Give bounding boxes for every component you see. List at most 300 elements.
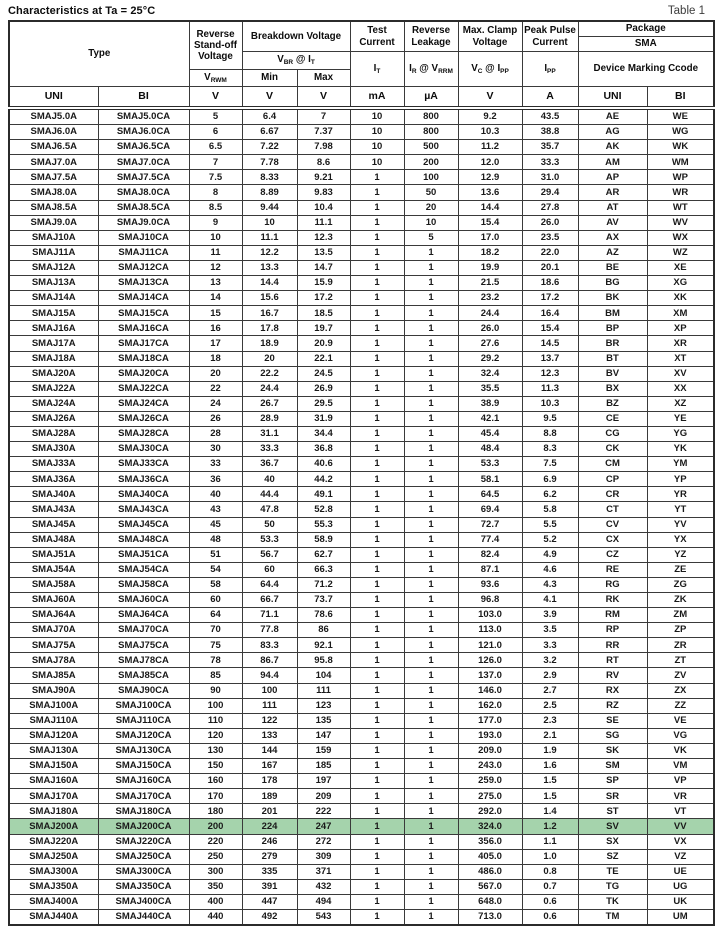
table-cell: 11.1 (242, 230, 297, 245)
table-cell: CV (578, 517, 647, 532)
table-row (9, 321, 714, 336)
table-cell: 8.33 (242, 170, 297, 185)
table-cell: SMAJ75CA (98, 638, 189, 653)
table-cell: 26.9 (297, 381, 350, 396)
table-row (9, 789, 714, 804)
table-row (9, 743, 714, 758)
table-cell: 1 (350, 532, 404, 547)
table-cell: 543 (297, 909, 350, 925)
table-cell: 20.9 (297, 336, 350, 351)
table-cell: 10 (189, 230, 242, 245)
table-cell: WZ (647, 245, 714, 260)
table-cell: 1 (404, 789, 458, 804)
table-cell: 34.4 (297, 426, 350, 441)
table-cell: 1 (404, 713, 458, 728)
table-cell: 14.4 (242, 276, 297, 291)
table-cell: 77.4 (458, 532, 522, 547)
table-cell: XZ (647, 396, 714, 411)
table-cell: XK (647, 291, 714, 306)
table-cell: 1 (350, 396, 404, 411)
table-cell: SMAJ43CA (98, 502, 189, 517)
table-cell: 36.7 (242, 457, 297, 472)
table-cell: 30 (189, 442, 242, 457)
table-cell: 93.6 (458, 577, 522, 592)
table-cell: 10 (350, 125, 404, 140)
table-cell: WT (647, 200, 714, 215)
table-cell: RM (578, 608, 647, 623)
table-cell: 447 (242, 894, 297, 909)
table-cell: AM (578, 155, 647, 170)
table-cell: SMAJ26A (9, 411, 98, 426)
table-cell: TK (578, 894, 647, 909)
table-cell: XP (647, 321, 714, 336)
table-cell: 22 (189, 381, 242, 396)
table-cell: 36 (189, 472, 242, 487)
table-cell: SMAJ22A (9, 381, 98, 396)
table-cell: SMAJ400CA (98, 894, 189, 909)
table-cell: ZM (647, 608, 714, 623)
table-cell: 170 (189, 789, 242, 804)
table-cell: 146.0 (458, 683, 522, 698)
table-cell: 51 (189, 547, 242, 562)
table-row (9, 849, 714, 864)
table-cell: 14 (189, 291, 242, 306)
table-cell: 35.7 (522, 140, 578, 155)
table-cell: 1 (350, 457, 404, 472)
table-cell: SMAJ100A (9, 698, 98, 713)
table-cell: 7.37 (297, 125, 350, 140)
table-cell: ZT (647, 653, 714, 668)
table-cell: 85 (189, 668, 242, 683)
table-cell: 324.0 (458, 819, 522, 834)
table-cell: 1.2 (522, 819, 578, 834)
table-cell: 492 (242, 909, 297, 925)
table-row (9, 577, 714, 592)
table-row (9, 200, 714, 215)
table-cell: 11.3 (522, 381, 578, 396)
table-cell: 5 (404, 230, 458, 245)
table-cell: 1 (404, 276, 458, 291)
table-row (9, 698, 714, 713)
table-cell: 12.3 (297, 230, 350, 245)
table-cell: SMAJ12A (9, 260, 98, 275)
table-cell: 201 (242, 804, 297, 819)
table-cell: 1 (404, 366, 458, 381)
table-cell: 64 (189, 608, 242, 623)
table-cell: RP (578, 623, 647, 638)
table-cell: SMAJ130CA (98, 743, 189, 758)
table-cell: RV (578, 668, 647, 683)
table-cell: YT (647, 502, 714, 517)
table-cell: 60 (242, 562, 297, 577)
table-cell: 259.0 (458, 774, 522, 789)
table-cell: 86.7 (242, 653, 297, 668)
table-cell: SMAJ54CA (98, 562, 189, 577)
table-cell: 66.7 (242, 593, 297, 608)
table-cell: 7 (297, 108, 350, 125)
table-cell: 26.7 (242, 396, 297, 411)
table-row (9, 608, 714, 623)
table-cell: XT (647, 351, 714, 366)
table-cell: 31.9 (297, 411, 350, 426)
table-cell: 77.8 (242, 623, 297, 638)
table-cell: SMAJ5.0A (9, 108, 98, 125)
table-cell: 440 (189, 909, 242, 925)
table-cell: 1 (404, 381, 458, 396)
table-cell: 1 (350, 683, 404, 698)
table-cell: SV (578, 819, 647, 834)
table-row (9, 230, 714, 245)
table-cell: 122 (242, 713, 297, 728)
table-cell: 49.1 (297, 487, 350, 502)
table-cell: 1 (350, 487, 404, 502)
table-cell: XX (647, 381, 714, 396)
table-cell: 1 (350, 743, 404, 758)
table-cell: WV (647, 215, 714, 230)
table-header (9, 21, 714, 108)
table-cell: SMAJ64CA (98, 608, 189, 623)
table-cell: SMAJ90CA (98, 683, 189, 698)
table-cell: 19.7 (297, 321, 350, 336)
table-cell: 28.9 (242, 411, 297, 426)
table-cell: 62.7 (297, 547, 350, 562)
table-cell: SMAJ36CA (98, 472, 189, 487)
table-cell: 494 (297, 894, 350, 909)
table-cell: VP (647, 774, 714, 789)
table-cell: 1 (404, 291, 458, 306)
table-cell: 26.0 (522, 215, 578, 230)
table-row (9, 185, 714, 200)
table-cell: 1 (404, 638, 458, 653)
table-cell: AE (578, 108, 647, 125)
table-cell: 1 (404, 321, 458, 336)
table-cell: SMAJ45CA (98, 517, 189, 532)
table-cell: 0.6 (522, 894, 578, 909)
table-cell: 113.0 (458, 623, 522, 638)
table-cell: 1 (350, 623, 404, 638)
table-cell: 22.1 (297, 351, 350, 366)
table-cell: 1 (350, 713, 404, 728)
table-cell: 1 (404, 577, 458, 592)
table-cell: 12.3 (522, 366, 578, 381)
table-cell: VM (647, 759, 714, 774)
table-cell: 26.0 (458, 321, 522, 336)
table-cell: 72.7 (458, 517, 522, 532)
table-cell: 9.5 (522, 411, 578, 426)
table-cell: 78.6 (297, 608, 350, 623)
table-cell: 1 (350, 426, 404, 441)
table-row (9, 215, 714, 230)
table-cell: SMAJ28CA (98, 426, 189, 441)
table-cell: SMAJ18CA (98, 351, 189, 366)
table-cell: 50 (242, 517, 297, 532)
table-cell: TE (578, 864, 647, 879)
table-cell: 7 (189, 155, 242, 170)
table-cell: 1.4 (522, 804, 578, 819)
table-number-label: Table 1 (667, 5, 705, 17)
table-cell: 350 (189, 879, 242, 894)
table-cell: SMAJ110CA (98, 713, 189, 728)
table-row (9, 879, 714, 894)
table-cell: 70 (189, 623, 242, 638)
table-cell: 20.1 (522, 260, 578, 275)
table-cell: 500 (404, 140, 458, 155)
table-cell: 247 (297, 819, 350, 834)
table-cell: 18.9 (242, 336, 297, 351)
table-cell: CP (578, 472, 647, 487)
table-cell: 1 (404, 804, 458, 819)
table-cell: 1.5 (522, 774, 578, 789)
table-cell: 335 (242, 864, 297, 879)
header-marking-bi: BI (647, 87, 714, 109)
table-cell: 0.8 (522, 864, 578, 879)
table-cell: SMAJ58A (9, 577, 98, 592)
table-cell: 200 (189, 819, 242, 834)
table-cell: SMAJ43A (9, 502, 98, 517)
table-row (9, 532, 714, 547)
table-cell: 24.4 (242, 381, 297, 396)
table-cell: 22.2 (242, 366, 297, 381)
table-cell: 7.98 (297, 140, 350, 155)
table-cell: 300 (189, 864, 242, 879)
table-cell: 33.3 (522, 155, 578, 170)
table-cell: SMAJ100CA (98, 698, 189, 713)
table-cell: 33 (189, 457, 242, 472)
table-cell: 279 (242, 849, 297, 864)
table-cell: WG (647, 125, 714, 140)
table-cell: 1 (404, 517, 458, 532)
table-cell: SMAJ120A (9, 728, 98, 743)
table-cell: ZV (647, 668, 714, 683)
table-cell: 12 (189, 260, 242, 275)
table-cell: SMAJ51A (9, 547, 98, 562)
table-cell: SMAJ20A (9, 366, 98, 381)
table-cell: 35.5 (458, 381, 522, 396)
table-cell: 432 (297, 879, 350, 894)
table-cell: RX (578, 683, 647, 698)
table-cell: SMAJ6.5A (9, 140, 98, 155)
table-cell: YX (647, 532, 714, 547)
table-cell: 243.0 (458, 759, 522, 774)
table-cell: 1 (350, 321, 404, 336)
table-cell: YV (647, 517, 714, 532)
table-cell: AG (578, 125, 647, 140)
table-cell: 43.5 (522, 108, 578, 125)
table-cell: SMAJ8.5CA (98, 200, 189, 215)
table-cell: SR (578, 789, 647, 804)
header-reverse-standoff-voltage: Reverse Stand-off Voltage (189, 21, 242, 70)
table-cell: 1 (404, 743, 458, 758)
table-cell: 1 (350, 593, 404, 608)
table-cell: BG (578, 276, 647, 291)
table-cell: 14.5 (522, 336, 578, 351)
table-cell: 94.4 (242, 668, 297, 683)
table-cell: SMAJ17CA (98, 336, 189, 351)
table-cell: 1 (404, 306, 458, 321)
table-cell: AK (578, 140, 647, 155)
table-cell: CG (578, 426, 647, 441)
table-cell: WP (647, 170, 714, 185)
table-cell: 55.3 (297, 517, 350, 532)
table-cell: SMAJ30CA (98, 442, 189, 457)
table-cell: SMAJ440CA (98, 909, 189, 925)
table-cell: 13.7 (522, 351, 578, 366)
table-cell: 66.3 (297, 562, 350, 577)
table-row (9, 774, 714, 789)
page-title: Characteristics at Ta = 25°C (8, 5, 156, 17)
table-cell: SMAJ250A (9, 849, 98, 864)
table-cell: SMAJ150CA (98, 759, 189, 774)
table-cell: 2.5 (522, 698, 578, 713)
table-cell: SMAJ200CA (98, 819, 189, 834)
table-cell: VV (647, 819, 714, 834)
table-cell: TG (578, 879, 647, 894)
table-cell: 1 (350, 381, 404, 396)
table-cell: SMAJ8.0A (9, 185, 98, 200)
table-cell: 200 (404, 155, 458, 170)
table-cell: 1 (404, 336, 458, 351)
table-row (9, 623, 714, 638)
table-cell: 64.4 (242, 577, 297, 592)
table-cell: SG (578, 728, 647, 743)
table-cell: RR (578, 638, 647, 653)
table-cell: 100 (242, 683, 297, 698)
table-cell: SMAJ160A (9, 774, 98, 789)
table-cell: 28 (189, 426, 242, 441)
table-cell: 71.1 (242, 608, 297, 623)
table-cell: 1 (404, 593, 458, 608)
table-cell: SMAJ33CA (98, 457, 189, 472)
table-cell: SMAJ9.0CA (98, 215, 189, 230)
table-cell: 100 (404, 170, 458, 185)
table-cell: 48 (189, 532, 242, 547)
table-cell: 111 (297, 683, 350, 698)
table-cell: SMAJ28A (9, 426, 98, 441)
table-cell: 8.5 (189, 200, 242, 215)
table-cell: XM (647, 306, 714, 321)
header-peak-pulse-current: Peak Pulse Current (522, 21, 578, 52)
table-cell: SMAJ40A (9, 487, 98, 502)
table-cell: YG (647, 426, 714, 441)
table-cell: RG (578, 577, 647, 592)
table-cell: BZ (578, 396, 647, 411)
table-cell: 1 (404, 683, 458, 698)
table-cell: 567.0 (458, 879, 522, 894)
table-cell: 1 (350, 291, 404, 306)
table-cell: ZG (647, 577, 714, 592)
table-cell: 1 (404, 502, 458, 517)
table-cell: SMAJ70CA (98, 623, 189, 638)
table-cell: 10.4 (297, 200, 350, 215)
table-cell: 133 (242, 728, 297, 743)
table-cell: SMAJ75A (9, 638, 98, 653)
table-cell: 1 (404, 411, 458, 426)
table-cell: SMAJ5.0CA (98, 108, 189, 125)
table-row (9, 668, 714, 683)
table-cell: 371 (297, 864, 350, 879)
table-cell: CE (578, 411, 647, 426)
table-cell: YZ (647, 547, 714, 562)
table-cell: SMAJ14A (9, 291, 98, 306)
unit-vc: V (458, 87, 522, 109)
table-row (9, 864, 714, 879)
table-cell: UK (647, 894, 714, 909)
table-row (9, 502, 714, 517)
table-cell: 38.9 (458, 396, 522, 411)
table-cell: SMAJ7.5A (9, 170, 98, 185)
table-cell: 22.0 (522, 245, 578, 260)
table-cell: 13.5 (297, 245, 350, 260)
table-cell: WM (647, 155, 714, 170)
table-row (9, 108, 714, 125)
table-cell: 14.4 (458, 200, 522, 215)
table-cell: 7.22 (242, 140, 297, 155)
table-cell: 1 (350, 653, 404, 668)
table-cell: SMAJ90A (9, 683, 98, 698)
table-cell: 1 (404, 457, 458, 472)
unit-ipp: A (522, 87, 578, 109)
table-row (9, 759, 714, 774)
table-cell: SMAJ170A (9, 789, 98, 804)
table-cell: SMAJ440A (9, 909, 98, 925)
table-cell: 10.3 (458, 125, 522, 140)
table-cell: SZ (578, 849, 647, 864)
table-cell: 1 (350, 728, 404, 743)
table-cell: 36.8 (297, 442, 350, 457)
table-cell: SMAJ11CA (98, 245, 189, 260)
table-cell: SMAJ130A (9, 743, 98, 758)
table-cell: CK (578, 442, 647, 457)
table-cell: SMAJ51CA (98, 547, 189, 562)
table-cell: AR (578, 185, 647, 200)
table-cell: 29.2 (458, 351, 522, 366)
table-cell: AT (578, 200, 647, 215)
table-cell: BK (578, 291, 647, 306)
table-cell: 17.0 (458, 230, 522, 245)
header-package-sma: SMA (578, 37, 714, 52)
table-cell: 44.2 (297, 472, 350, 487)
table-cell: SMAJ180A (9, 804, 98, 819)
table-cell: 197 (297, 774, 350, 789)
table-cell: SMAJ10A (9, 230, 98, 245)
table-cell: SMAJ24A (9, 396, 98, 411)
table-cell: CR (578, 487, 647, 502)
table-cell: ZP (647, 623, 714, 638)
table-cell: YM (647, 457, 714, 472)
table-cell: WK (647, 140, 714, 155)
table-cell: SMAJ350A (9, 879, 98, 894)
table-cell: 209 (297, 789, 350, 804)
table-cell: 144 (242, 743, 297, 758)
table-cell: 1.6 (522, 759, 578, 774)
table-cell: SMAJ400A (9, 894, 98, 909)
table-cell: 1 (404, 728, 458, 743)
table-cell: 3.3 (522, 638, 578, 653)
table-cell: 272 (297, 834, 350, 849)
table-cell: 5 (189, 108, 242, 125)
table-cell: 1.1 (522, 834, 578, 849)
table-cell: 1 (350, 170, 404, 185)
header-it-symbol: $I_T$ (350, 52, 404, 87)
table-cell: 1 (350, 185, 404, 200)
table-cell: 1 (350, 668, 404, 683)
table-cell: 18 (189, 351, 242, 366)
header-ipp-symbol: $I_{PP}$ (522, 52, 578, 87)
table-cell: 1 (404, 487, 458, 502)
table-cell: 82.4 (458, 547, 522, 562)
table-cell: 10 (350, 140, 404, 155)
table-cell: 1 (350, 517, 404, 532)
